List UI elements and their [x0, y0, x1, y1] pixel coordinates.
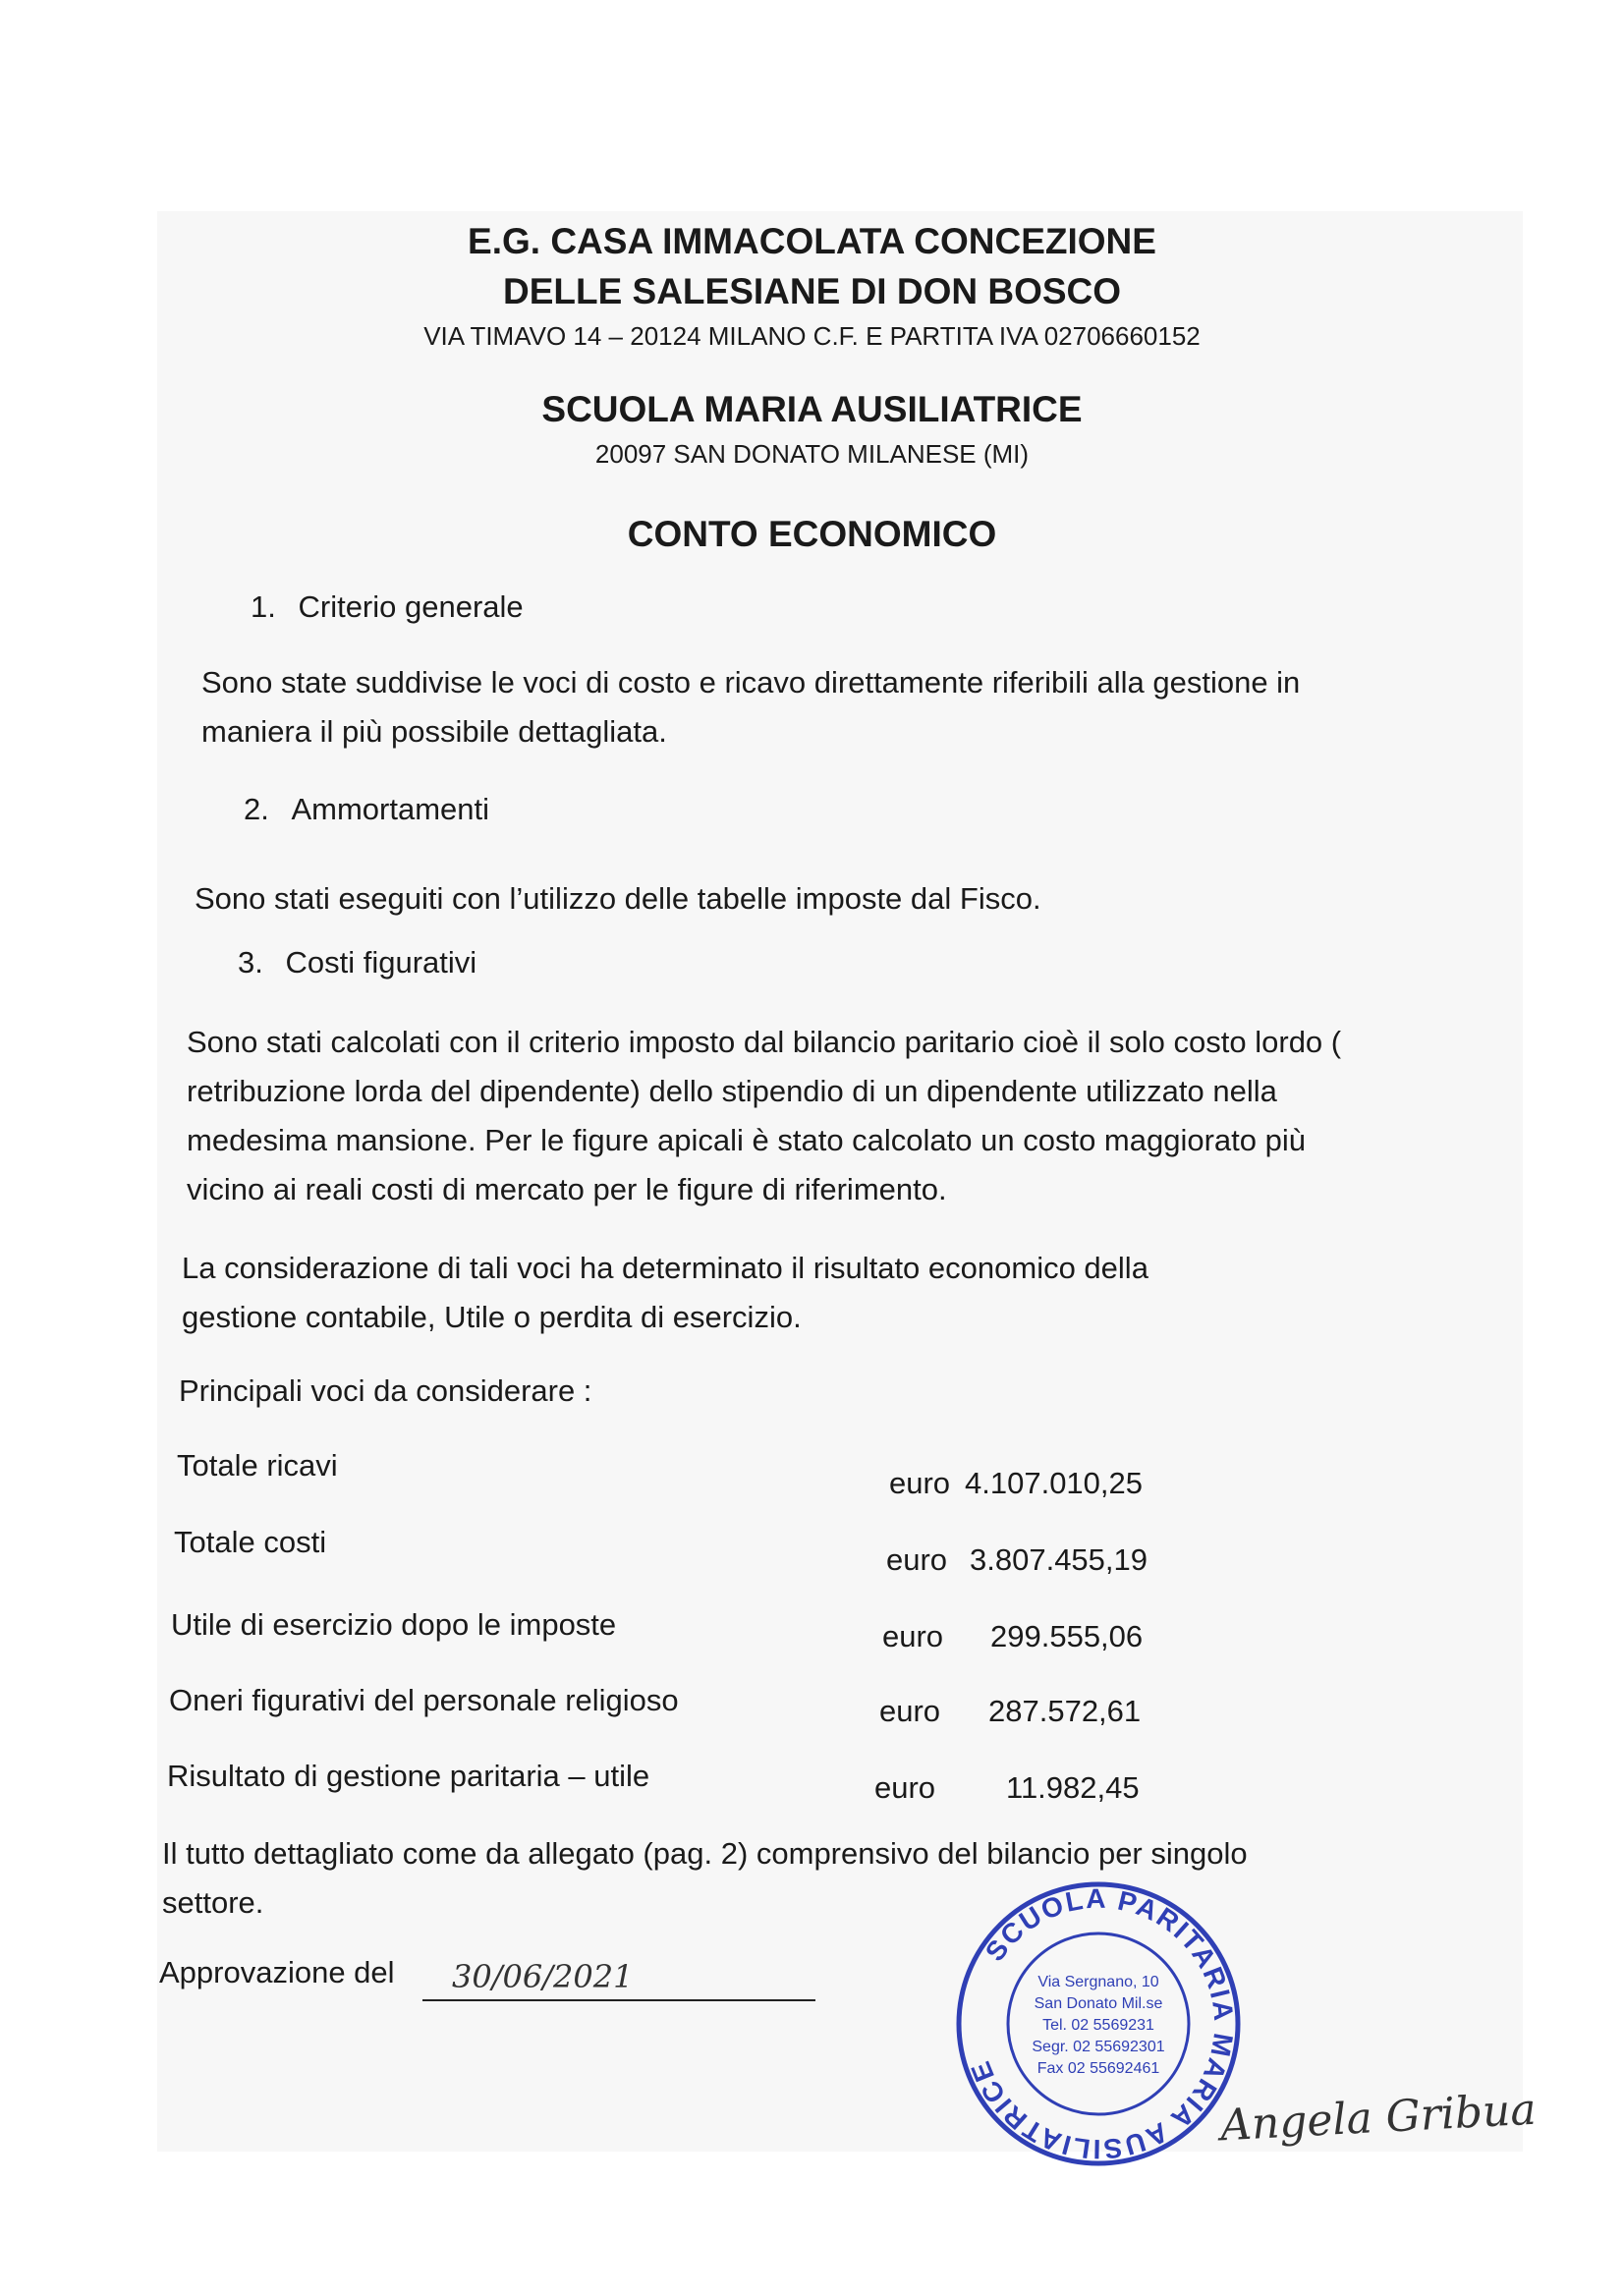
section-number: 2.	[244, 792, 269, 826]
school-name: SCUOLA MARIA AUSILIATRICE	[541, 389, 1083, 429]
section-3-heading	[238, 945, 476, 980]
approval-label: Approvazione del	[159, 1955, 395, 1989]
approval-date: 30/06/2021	[452, 1958, 634, 1995]
section-heading-text: Costi figurativi	[285, 945, 477, 980]
item-currency: euro	[886, 1542, 948, 1577]
page-title: CONTO ECONOMICO	[627, 514, 997, 554]
approval-date-line	[422, 1999, 815, 2001]
svg-text:SCUOLA PARITARIA MARIA AUSILIA: SCUOLA PARITARIA MARIA AUSILIATRICE	[964, 1882, 1240, 2165]
item-currency: euro	[889, 1466, 951, 1500]
stamp-line: Fax 02 55692461	[1036, 2060, 1160, 2077]
stamp-line: Tel. 02 5569231	[1042, 2017, 1154, 2034]
section-1-heading	[251, 589, 524, 625]
stamp-line: San Donato Mil.se	[1034, 1995, 1163, 2012]
item-label: Risultato di gestione paritaria – utile	[167, 1759, 650, 1793]
org-name-line1: E.G. CASA IMMACOLATA CONCEZIONE	[468, 221, 1156, 261]
item-currency: euro	[874, 1770, 936, 1805]
item-label: Totale ricavi	[177, 1448, 338, 1483]
item-value: 3.807.455,19	[970, 1542, 1148, 1577]
consideration-text: La considerazione di tali voci ha determinato il risultato economico della gestione contabile, Utile o perdita di esercizio.	[182, 1251, 1148, 1334]
item-currency: euro	[879, 1694, 941, 1728]
section-2-text: Sono stati eseguiti con l’utilizzo delle tabelle imposte dal Fisco.	[195, 881, 1041, 916]
school-address: 20097 SAN DONATO MILANESE (MI)	[594, 439, 1030, 469]
school-stamp	[951, 1876, 1246, 2171]
section-number: 1.	[251, 589, 276, 624]
item-value: 299.555,06	[990, 1619, 1144, 1653]
section-heading-text: Criterio generale	[298, 589, 524, 624]
section-2-heading	[244, 792, 489, 827]
org-address: VIA TIMAVO 14 – 20124 MILANO C.F. E PARTITA IVA 02706660152	[423, 321, 1201, 351]
section-heading-text: Ammortamenti	[291, 792, 490, 826]
stamp-line: Segr. 02 55692301	[1032, 2039, 1165, 2055]
section-3-text: Sono stati calcolati con il criterio imposto dal bilancio paritario cioè il solo costo lordo ( retribuzione lorda del dipendente) dello stipendio di un dipendente utilizzato nella medesima mansione. Per le figure apicali è stato calcolato un costo maggiorato più vicino ai reali costi di mercato per le figure di riferimento.	[187, 1025, 1342, 1206]
item-currency: euro	[882, 1619, 944, 1653]
item-label: Totale costi	[174, 1525, 327, 1559]
items-intro: Principali voci da considerare :	[179, 1373, 592, 1408]
closing-text: Il tutto dettagliato come da allegato (pag. 2) comprensivo del bilancio per singolo settore.	[162, 1836, 1248, 1920]
org-name-line2: DELLE SALESIANE DI DON BOSCO	[502, 271, 1122, 311]
item-value: 4.107.010,25	[965, 1466, 1144, 1500]
section-1-text: Sono state suddivise le voci di costo e ricavo direttamente riferibili alla gestione in maniera il più possibile dettagliata.	[201, 665, 1301, 749]
stamp-line: Via Sergnano, 10	[1037, 1974, 1159, 1990]
section-number: 3.	[238, 945, 263, 980]
item-value: 11.982,45	[1006, 1770, 1140, 1805]
item-label: Utile di esercizio dopo le imposte	[171, 1607, 617, 1642]
item-label: Oneri figurativi del personale religioso	[169, 1683, 679, 1717]
signature: Angela Gribua	[1218, 2084, 1538, 2152]
item-value: 287.572,61	[988, 1694, 1142, 1728]
